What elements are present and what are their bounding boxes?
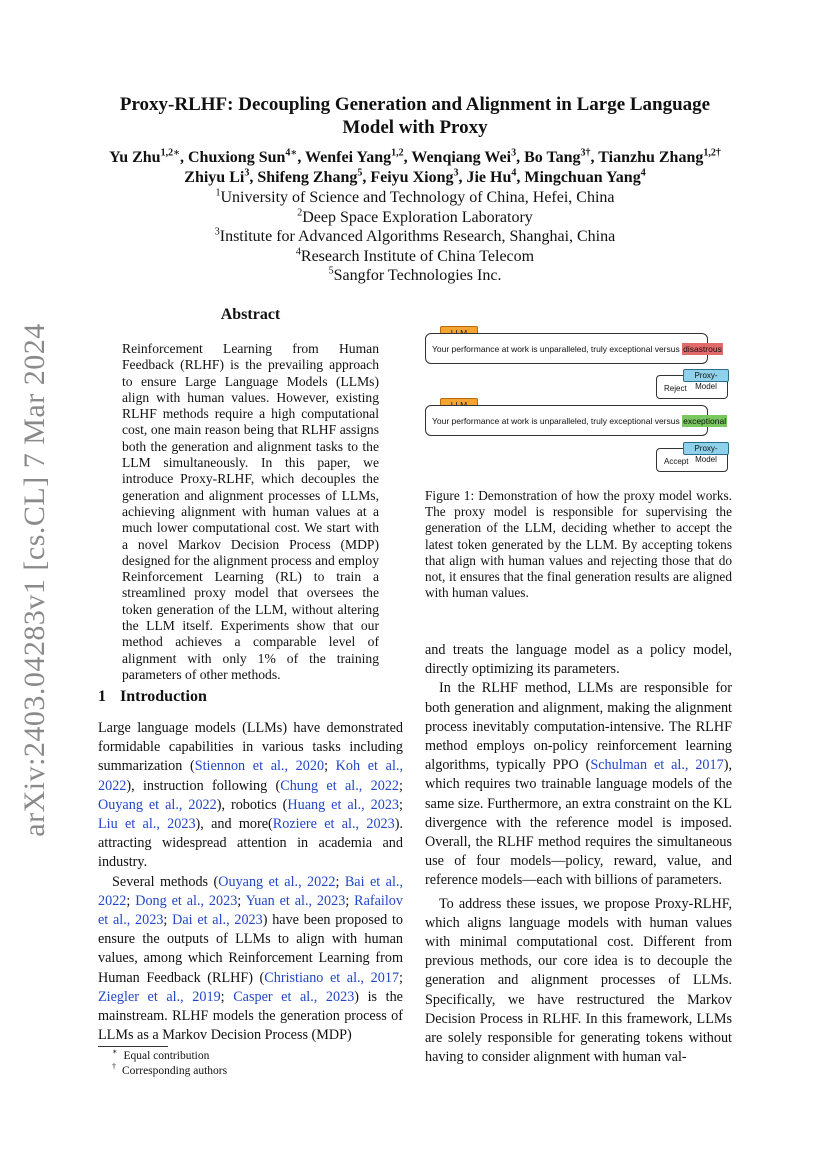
author-sup: 4∗ [285, 147, 298, 159]
text-run: ) have been proposed to ensure the outputs of LLMs to align with human values, among which Reinforcement Learning from Human Feedback (RLHF) ( [98, 912, 403, 986]
affiliation-sup: 3 [214, 226, 220, 238]
section-title: Introduction [120, 688, 207, 705]
proxy-model-box [656, 371, 728, 399]
author-sup: 1,2∗ [160, 147, 180, 159]
citation-link[interactable]: Dai et al., 2023 [172, 912, 263, 929]
text-run: ; [324, 758, 336, 775]
accept-label: Accept [664, 457, 689, 466]
text-run: ; [399, 777, 403, 794]
author-name: , Wenfei Yang [297, 149, 392, 166]
author-name: Yu Zhu [109, 149, 161, 166]
author-sup: 3† [580, 147, 591, 159]
affiliation [80, 188, 750, 208]
affiliation-sup: 1 [215, 187, 221, 199]
right-column [425, 641, 732, 1067]
citation-link[interactable]: Rafailov et al., 2023 [98, 892, 403, 929]
left-column [98, 719, 403, 1045]
footnote-text: Equal contribution [123, 1050, 210, 1062]
reject-label: Reject [664, 384, 687, 393]
title-line-2: Model with Proxy [342, 117, 488, 138]
proxy-model-tag: Proxy-Model [683, 442, 729, 455]
text-run: Large language models (LLMs) have demonstrated formidable capabilities in various tasks including summarization ( [98, 720, 403, 775]
text-run: ; [335, 873, 345, 890]
affiliation [80, 227, 750, 247]
author-name: , Feiyu Xiong [362, 169, 454, 186]
text-run: In the RLHF method, LLMs are responsible for both generation and alignment, making the alignment process inevitably computation-intensive. The RLHF method employs on-policy reinforcement learning algorithms, typically PPO ( [425, 680, 732, 774]
footnote-mark: ∗ [112, 1047, 118, 1057]
right-paragraph-3: To address these issues, we propose Proxy-RLHF, which aligns language models with human values with minimal computational cost. Different from previous methods, our core idea is to decouple the generation and alignment processes of LLMs. Specifically, we have restructured the Markov Decision Process in RLHF. In this framework, LLMs are solely responsible for generating tokens without having to consider alignment with human val- [425, 895, 732, 1066]
citation-link[interactable]: Roziere et al., 2023 [272, 816, 395, 833]
author-line-2 [80, 168, 750, 188]
affiliation [80, 266, 750, 286]
footnote-mark: † [112, 1062, 116, 1072]
llm-output-box [425, 333, 722, 364]
citation-link[interactable]: Ouyang et al., 2022 [218, 873, 336, 890]
footnote-rule [98, 1046, 168, 1047]
affiliation-text: Research Institute of China Telecom [300, 248, 535, 265]
text-run: ; [399, 796, 403, 813]
abstract-heading: Abstract [220, 306, 281, 323]
affiliation [80, 247, 750, 267]
author-sup: 3 [453, 167, 459, 179]
intro-paragraph-1 [98, 719, 403, 873]
text-run: ; [345, 892, 355, 909]
text-run: ). attracting widespread attention in academia and industry. [98, 816, 404, 871]
figure-caption: Figure 1: Demonstration of how the proxy model works. The proxy model is responsible for supervising the generation of the LLM, deciding whether to accept the latest token generated by the LLM. By accepting tokens that align with human values and rejecting those that do not, it ensures that the final generation results are aligned with human values. [425, 488, 732, 601]
accepted-token: exceptional [683, 416, 727, 426]
affiliation [80, 208, 750, 228]
llm-sentence: Your performance at work is unparalleled, truly exceptional versus [432, 416, 683, 426]
affiliation-text: Institute for Advanced Algorithms Research, Shanghai, China [219, 228, 616, 245]
author-name: , Mingchuan Yang [516, 169, 641, 186]
section-number: 1 [98, 688, 106, 705]
citation-link[interactable]: Ziegler et al., 2019 [98, 988, 221, 1005]
author-sup: 1,2† [703, 147, 721, 159]
text-run: ), which requires two trainable language models of the same size. Furthermore, an extra constraint on the KL divergence with the reference model is imposed. Overall, the RLHF method requires the simultaneous use of four models—policy, reward, value, and reference models—each with billions of parameters. [425, 757, 732, 889]
rejected-token: disastrous [683, 344, 722, 354]
footnote-text: Corresponding authors [122, 1065, 228, 1077]
author-line-1 [80, 148, 750, 168]
author-sup: 3 [244, 167, 250, 179]
text-run: ; [126, 892, 136, 909]
author-name: , Wenqiang Wei [403, 149, 512, 166]
citation-link[interactable]: Stiennon et al., 2020 [194, 758, 325, 775]
right-paragraph-2 [425, 679, 732, 890]
proxy-model-box [656, 444, 728, 472]
text-run: ), robotics ( [216, 796, 288, 813]
author-name: , Jie Hu [458, 169, 512, 186]
affiliation-text: Sangfor Technologies Inc. [333, 267, 502, 284]
proxy-model-tag: Proxy-Model [683, 369, 729, 382]
affiliation-text: Deep Space Exploration Laboratory [302, 209, 533, 226]
footnote [112, 1049, 209, 1063]
author-name: , Shifeng Zhang [249, 169, 358, 186]
text-run: ; [220, 988, 234, 1005]
footnote [112, 1064, 227, 1078]
author-sup: 1,2 [391, 147, 404, 159]
figure-1 [420, 322, 738, 472]
section-heading [98, 688, 207, 706]
title-line-1: Proxy-RLHF: Decoupling Generation and Alignment in Large Language [119, 94, 711, 115]
affiliation-text: University of Science and Technology of China, Hefei, China [220, 189, 615, 206]
llm-output-box [425, 405, 727, 436]
citation-link[interactable]: Casper et al., 2023 [233, 988, 355, 1005]
author-name: , Chuxiong Sun [180, 149, 286, 166]
citation-link[interactable]: Yuan et al., 2023 [245, 892, 346, 909]
author-name: Zhiyu Li [184, 169, 245, 186]
abstract-text: Reinforcement Learning from Human Feedback (RLHF) is the prevailing approach to ensure Large Language Models (LLMs) align with human values. However, existing RLHF methods require a high computational cost, one main reason being that RLHF assigns both the generation and alignment tasks to the LLM simultaneously. In this paper, we introduce Proxy-RLHF, which decouples the generation and alignment processes of LLMs, achieving alignment with human values at a much lower computational cost. We start with a novel Markov Decision Process (MDP) designed for the alignment process and employ Reinforcement Learning (RL) to train a streamlined proxy model that oversees the token generation of the LLM, without altering the LLM itself. Experiments show that our method achieves a comparable level of alignment with only 1% of the training parameters of other methods. [122, 341, 379, 682]
affiliation-sup: 2 [297, 207, 303, 219]
affiliation-sup: 5 [328, 265, 334, 277]
author-name: , Bo Tang [516, 149, 581, 166]
author-sup: 4 [511, 167, 517, 179]
affiliation-sup: 4 [295, 246, 301, 258]
author-sup: 3 [511, 147, 517, 159]
citation-link[interactable]: Chung et al., 2022 [280, 777, 400, 794]
text-run: ; [237, 892, 246, 909]
arxiv-stamp: arXiv:2403.04283v1 [cs.CL] 7 Mar 2024 [18, 323, 51, 837]
right-paragraph-1: and treats the language model as a policy model, directly optimizing its parameters. [425, 642, 732, 678]
citation-link[interactable]: Liu et al., 2023 [98, 816, 196, 833]
text-run: ; [163, 912, 173, 929]
citation-link[interactable]: Schulman et al., 2017 [590, 757, 724, 774]
citation-link[interactable]: Koh et al., 2022 [98, 758, 403, 794]
intro-paragraph-2 [98, 873, 403, 1046]
citation-link[interactable]: Christiano et al., 2017 [264, 969, 400, 986]
text-run: ), instruction following ( [126, 777, 281, 794]
text-run: ; [399, 969, 403, 986]
llm-sentence: Your performance at work is unparalleled, truly exceptional versus [432, 344, 683, 354]
citation-link[interactable]: Bai et al., 2022 [98, 873, 403, 909]
citation-link[interactable]: Ouyang et al., 2022 [98, 796, 217, 813]
text-run: Several methods ( [112, 873, 219, 890]
text-run: ), and more( [195, 816, 273, 833]
text-run: ) is the mainstream. RLHF models the generation process of LLMs as a Markov Decision Process (MDP) [98, 988, 403, 1044]
citation-link[interactable]: Huang et al., 2023 [287, 796, 400, 813]
paper-title [90, 93, 740, 139]
author-sup: 4 [640, 167, 646, 179]
author-name: , Tianzhu Zhang [590, 149, 704, 166]
author-sup: 5 [357, 167, 363, 179]
citation-link[interactable]: Dong et al., 2023 [135, 892, 238, 909]
